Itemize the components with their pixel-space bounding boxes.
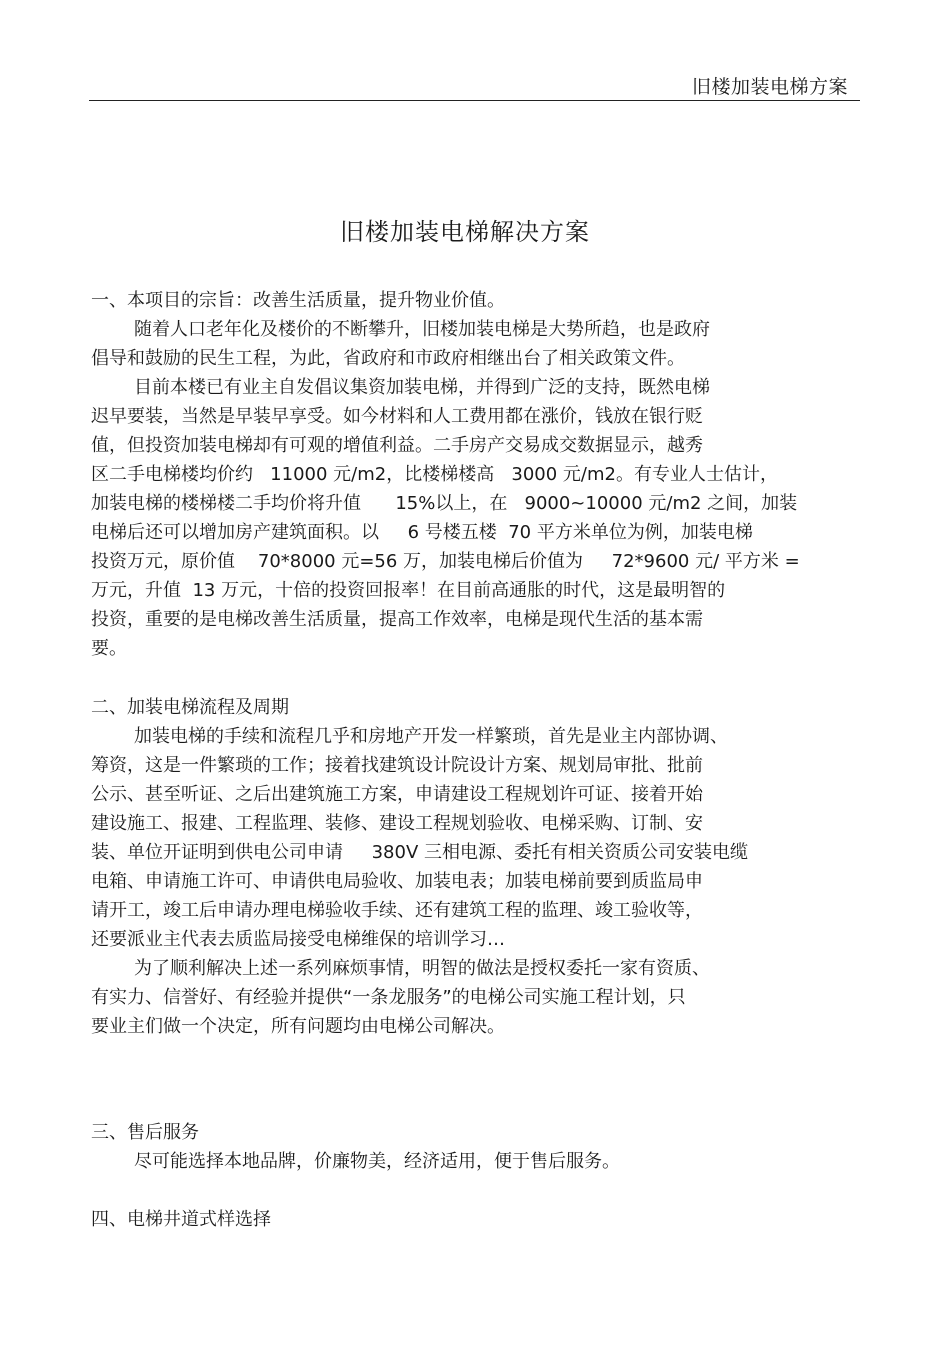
paragraph-line: 请开工，竣工后申请办理电梯验收手续、还有建筑工程的监理、竣工验收等， — [91, 900, 703, 921]
paragraph-line: 投资，重要的是电梯改善生活质量，提高工作效率，电梯是现代生活的基本需 — [91, 609, 703, 630]
paragraph-line: 装、单位开证明到供电公司申请 380V 三相电源、委托有相关资质公司安装电缆 — [91, 842, 748, 863]
paragraph-line: 建设施工、报建、工程监理、装修、建设工程规划验收、电梯采购、订制、安 — [91, 813, 703, 834]
paragraph-line: 筹资，这是一件繁琐的工作；接着找建筑设计院设计方案、规划局审批、批前 — [91, 755, 703, 776]
paragraph-line: 公示、甚至听证、之后出建筑施工方案，申请建设工程规划许可证、接着开始 — [91, 784, 703, 805]
section-heading-4: 四、电梯井道式样选择 — [91, 1209, 271, 1230]
section-heading-3: 三、售后服务 — [91, 1122, 199, 1143]
paragraph-line: 加装电梯的手续和流程几乎和房地产开发一样繁琐，首先是业主内部协调、 — [134, 726, 728, 747]
paragraph-line: 电箱、申请施工许可、申请供电局验收、加装电表；加装电梯前要到质监局申 — [91, 871, 703, 892]
paragraph-line: 要业主们做一个决定，所有问题均由电梯公司解决。 — [91, 1016, 505, 1037]
paragraph-line: 有实力、信誉好、有经验并提供“一条龙服务”的电梯公司实施工程计划，只 — [91, 987, 686, 1008]
paragraph-line: 电梯后还可以增加房产建筑面积。以 6 号楼五楼 70 平方米单位为例，加装电梯 — [91, 522, 753, 543]
paragraph-line: 万元，升值 13 万元，十倍的投资回报率！在目前高通胀的时代，这是最明智的 — [91, 580, 726, 601]
paragraph-line: 区二手电梯楼均价约 11000 元/m2，比楼梯楼高 3000 元/m2。有专业人士估计， — [91, 464, 778, 485]
section-heading-1: 一、本项目的宗旨：改善生活质量，提升物业价值。 — [91, 290, 505, 311]
paragraph-line: 还要派业主代表去质监局接受电梯维保的培训学习… — [91, 929, 505, 950]
paragraph-line: 迟早要装，当然是早装早享受。如今材料和人工费用都在涨价，钱放在银行贬 — [91, 406, 703, 427]
paragraph-line: 为了顺利解决上述一系列麻烦事情，明智的做法是授权委托一家有资质、 — [134, 958, 710, 979]
paragraph-line: 要。 — [91, 638, 127, 659]
paragraph-line: 尽可能选择本地品牌，价廉物美，经济适用，便于售后服务。 — [134, 1151, 620, 1172]
paragraph-line: 加装电梯的楼梯楼二手均价将升值 15%以上，在 9000~10000 元/m2 之间，加装 — [91, 493, 798, 514]
paragraph-line: 目前本楼已有业主自发倡议集资加装电梯，并得到广泛的支持，既然电梯 — [134, 377, 710, 398]
document-title: 旧楼加装电梯解决方案 — [340, 218, 590, 246]
paragraph-line: 倡导和鼓励的民生工程，为此，省政府和市政府相继出台了相关政策文件。 — [91, 348, 685, 369]
section-heading-2: 二、加装电梯流程及周期 — [91, 697, 289, 718]
running-header-text: 旧楼加装电梯方案 — [691, 76, 848, 98]
running-header — [89, 70, 860, 101]
paragraph-line: 随着人口老年化及楼价的不断攀升，旧楼加装电梯是大势所趋，也是政府 — [134, 319, 710, 340]
paragraph-line: 值，但投资加装电梯却有可观的增值利益。二手房产交易成交数据显示，越秀 — [91, 435, 703, 456]
paragraph-line: 投资万元，原价值 70*8000 元=56 万，加装电梯后价值为 72*9600 元/ 平方米 = — [91, 551, 800, 572]
